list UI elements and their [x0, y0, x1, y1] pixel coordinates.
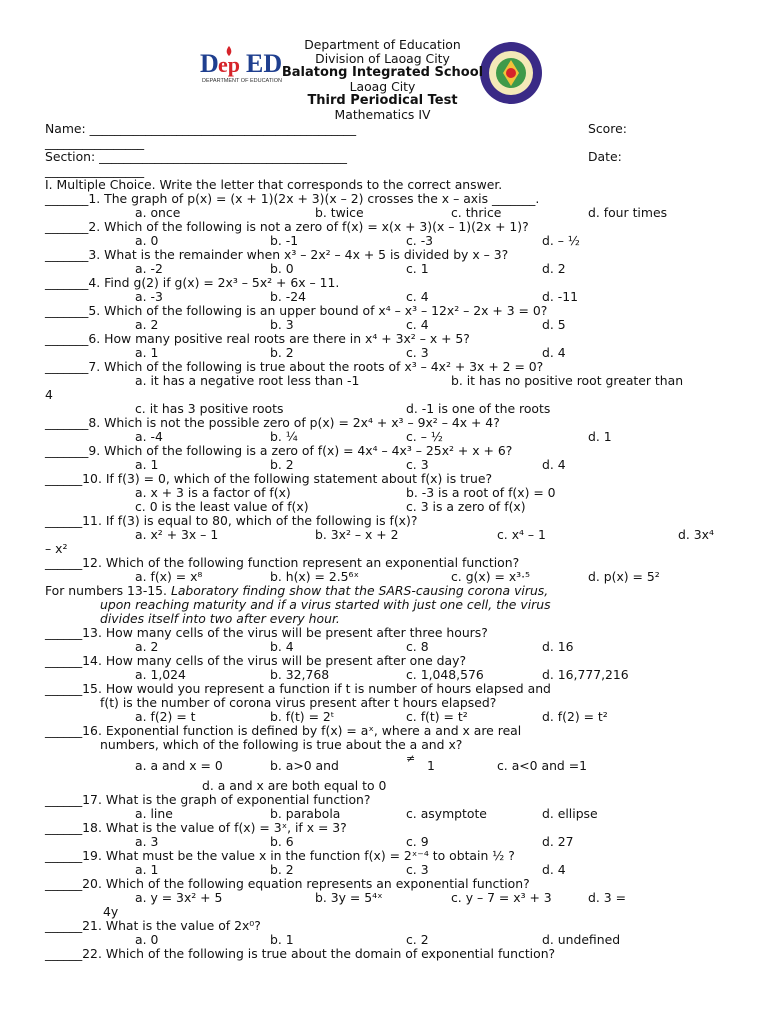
- question-11: ______11. If f(3) is equal to 80, which of the following is f(x)?: [45, 513, 418, 528]
- q19-choice-c: c. 3: [406, 862, 429, 877]
- q18-choice-d: d. 27: [542, 834, 574, 849]
- q2-choice-d: d. – ½: [542, 233, 580, 248]
- question-6: _______6. How many positive real roots are there in x⁴ + 3x² – x + 5?: [45, 331, 470, 346]
- section-field[interactable]: Section: ________________________________________: [45, 149, 347, 164]
- q20-choice-b: b. 3y = 5⁴ˣ: [315, 890, 383, 905]
- q15-choice-c: c. f(t) = t²: [406, 709, 468, 724]
- q8-choice-a: a. -4: [135, 429, 163, 444]
- q17-choice-a: a. line: [135, 806, 173, 821]
- q13-choice-b: b. 4: [270, 639, 294, 654]
- q6-choice-c: c. 3: [406, 345, 429, 360]
- q18-choice-a: a. 3: [135, 834, 159, 849]
- score-line[interactable]: ________________: [45, 135, 145, 150]
- q13-choice-a: a. 2: [135, 639, 159, 654]
- q7-choice-d: d. -1 is one of the roots: [406, 401, 551, 416]
- q1-choice-b: b. twice: [315, 205, 364, 220]
- q12-choice-c: c. g(x) = x³·⁵: [451, 569, 531, 584]
- question-12: ______12. Which of the following function represent an exponential function?: [45, 555, 520, 570]
- date-label: Date:: [588, 149, 622, 164]
- q9-choice-d: d. 4: [542, 457, 566, 472]
- q14-choice-a: a. 1,024: [135, 667, 186, 682]
- q4-choice-a: a. -3: [135, 289, 163, 304]
- q20-choice-a: a. y = 3x² + 5: [135, 890, 223, 905]
- q16-choice-c: c. a<0 and =1: [497, 758, 588, 773]
- dept-name: Department of Education: [304, 37, 461, 52]
- q20-choice-d-wrap: 4y: [103, 904, 119, 919]
- q7-choice-c: c. it has 3 positive roots: [135, 401, 284, 416]
- passage-line-3: divides itself into two after every hour.: [100, 611, 340, 626]
- q11-choice-d: d. 3x⁴: [678, 527, 714, 542]
- question-21: ______21. What is the value of 2x⁰?: [45, 918, 261, 933]
- question-9: _______9. Which of the following is a zero of f(x) = 4x⁴ – 4x³ – 25x² + x + 6?: [45, 443, 513, 458]
- q16-choice-b-end: 1: [427, 758, 435, 773]
- question-13: ______13. How many cells of the virus will be present after three hours?: [45, 625, 488, 640]
- q11-choice-d-wrap: – x²: [45, 541, 68, 556]
- q10-choice-b: b. -3 is a root of f(x) = 0: [406, 485, 556, 500]
- school-name: Balatong Integrated School: [281, 65, 484, 80]
- q17-choice-c: c. asymptote: [406, 806, 487, 821]
- subject-name: Mathematics IV: [334, 107, 431, 122]
- q9-choice-c: c. 3: [406, 457, 429, 472]
- q19-choice-a: a. 1: [135, 862, 159, 877]
- q10-choice-d: c. 3 is a zero of f(x): [406, 499, 526, 514]
- question-16-cont: numbers, which of the following is true about the a and x?: [100, 737, 463, 752]
- q4-choice-d: d. -11: [542, 289, 578, 304]
- q10-choice-a: a. x + 3 is a factor of f(x): [135, 485, 291, 500]
- city-name: Laoag City: [349, 79, 416, 94]
- q19-choice-b: b. 2: [270, 862, 294, 877]
- q5-choice-a: a. 2: [135, 317, 159, 332]
- q1-choice-a: a. once: [135, 205, 181, 220]
- q5-choice-c: c. 4: [406, 317, 429, 332]
- q5-choice-b: b. 3: [270, 317, 294, 332]
- q5-choice-d: d. 5: [542, 317, 566, 332]
- q16-choice-d: d. a and x are both equal to 0: [202, 778, 387, 793]
- q21-choice-c: c. 2: [406, 932, 429, 947]
- q7-choice-b: b. it has no positive root greater than: [451, 373, 684, 388]
- q9-choice-b: b. 2: [270, 457, 294, 472]
- q6-choice-d: d. 4: [542, 345, 566, 360]
- q12-choice-b: b. h(x) = 2.5⁶ˣ: [270, 569, 360, 584]
- question-4: _______4. Find g(2) if g(x) = 2x³ – 5x² + 6x – 11.: [45, 275, 340, 290]
- q15-choice-d: d. f(2) = t²: [542, 709, 608, 724]
- q15-choice-a: a. f(2) = t: [135, 709, 196, 724]
- q3-choice-a: a. -2: [135, 261, 163, 276]
- q6-choice-b: b. 2: [270, 345, 294, 360]
- q13-choice-d: d. 16: [542, 639, 574, 654]
- q18-choice-c: c. 9: [406, 834, 429, 849]
- q4-choice-c: c. 4: [406, 289, 429, 304]
- q15-choice-b: b. f(t) = 2ᵗ: [270, 709, 335, 724]
- q19-choice-d: d. 4: [542, 862, 566, 877]
- q7-choice-a: a. it has a negative root less than -1: [135, 373, 360, 388]
- q9-choice-a: a. 1: [135, 457, 159, 472]
- question-14: ______14. How many cells of the virus will be present after one day?: [45, 653, 467, 668]
- svg-text:ep: ep: [218, 52, 240, 77]
- q16-choice-a: a. a and x = 0: [135, 758, 223, 773]
- question-15-cont: f(t) is the number of corona virus present after t hours elapsed?: [100, 695, 497, 710]
- q7-choice-b-wrap: 4: [45, 387, 53, 402]
- q1-choice-d: d. four times: [588, 205, 668, 220]
- q17-choice-b: b. parabola: [270, 806, 341, 821]
- q17-choice-d: d. ellipse: [542, 806, 598, 821]
- svg-text:ED: ED: [246, 49, 283, 78]
- q6-choice-a: a. 1: [135, 345, 159, 360]
- q14-choice-c: c. 1,048,576: [406, 667, 484, 682]
- question-17: ______17. What is the graph of exponential function?: [45, 792, 371, 807]
- question-22: ______22. Which of the following is true about the domain of exponential function?: [45, 946, 556, 961]
- q12-choice-a: a. f(x) = x⁸: [135, 569, 203, 584]
- score-label: Score:: [588, 121, 627, 136]
- q21-choice-b: b. 1: [270, 932, 294, 947]
- passage-line-2: upon reaching maturity and if a virus started with just one cell, the virus: [100, 597, 551, 612]
- q11-choice-b: b. 3x² – x + 2: [315, 527, 399, 542]
- question-8: _______8. Which is not the possible zero of p(x) = 2x⁴ + x³ – 9x² – 4x + 4?: [45, 415, 500, 430]
- q21-choice-a: a. 0: [135, 932, 159, 947]
- passage-line-1: [45, 584, 548, 598]
- q20-choice-d: d. 3 =: [588, 890, 626, 905]
- not-equal-symbol: ≠: [406, 752, 416, 765]
- svg-text:DEPARTMENT OF EDUCATION: DEPARTMENT OF EDUCATION: [202, 78, 282, 84]
- question-1: _______1. The graph of p(x) = (x + 1)(2x + 3)(x – 2) crosses the x – axis _______.: [45, 191, 540, 206]
- q3-choice-d: d. 2: [542, 261, 566, 276]
- q16-choice-b: b. a>0 and: [270, 758, 339, 773]
- q14-choice-b: b. 32,768: [270, 667, 330, 682]
- test-title: Third Periodical Test: [307, 93, 458, 108]
- question-5: _______5. Which of the following is an upper bound of x⁴ – x³ – 12x² – 2x + 3 = 0?: [45, 303, 548, 318]
- passage-lead: For numbers 13-15.: [45, 583, 171, 598]
- q20-choice-c: c. y – 7 = x³ + 3: [451, 890, 552, 905]
- q18-choice-b: b. 6: [270, 834, 294, 849]
- question-18: ______18. What is the value of f(x) = 3ˣ, if x = 3?: [45, 820, 347, 835]
- q10-choice-c: c. 0 is the least value of f(x): [135, 499, 309, 514]
- q3-choice-c: c. 1: [406, 261, 429, 276]
- q2-choice-c: c. -3: [406, 233, 434, 248]
- q8-choice-d: d. 1: [588, 429, 612, 444]
- q4-choice-b: b. -24: [270, 289, 306, 304]
- question-20: ______20. Which of the following equation represents an exponential function?: [45, 876, 530, 891]
- q3-choice-b: b. 0: [270, 261, 294, 276]
- question-7: _______7. Which of the following is true about the roots of x³ – 4x² + 3x + 2 = 0?: [45, 359, 544, 374]
- division-name: Division of Laoag City: [315, 51, 450, 66]
- instructions: I. Multiple Choice. Write the letter that corresponds to the correct answer.: [45, 177, 503, 192]
- q12-choice-d: d. p(x) = 5²: [588, 569, 660, 584]
- question-16: ______16. Exponential function is defined by f(x) = aˣ, where a and x are real: [45, 723, 522, 738]
- svg-text:D: D: [200, 49, 219, 78]
- q11-choice-c: c. x⁴ – 1: [497, 527, 546, 542]
- question-15: ______15. How would you represent a function if t is number of hours elapsed and: [45, 681, 551, 696]
- question-3: _______3. What is the remainder when x³ – 2x² – 4x + 5 is divided by x – 3?: [45, 247, 509, 262]
- q1-choice-c: c. thrice: [451, 205, 502, 220]
- q2-choice-a: a. 0: [135, 233, 159, 248]
- q11-choice-a: a. x² + 3x – 1: [135, 527, 219, 542]
- question-10: ______10. If f(3) = 0, which of the following statement about f(x) is true?: [45, 471, 493, 486]
- q14-choice-d: d. 16,777,216: [542, 667, 629, 682]
- name-field[interactable]: Name: ___________________________________________: [45, 121, 357, 136]
- q2-choice-b: b. -1: [270, 233, 299, 248]
- q8-choice-b: b. ¼: [270, 429, 298, 444]
- question-2: _______2. Which of the following is not a zero of f(x) = x(x + 3)(x – 1)(2x + 1)?: [45, 219, 529, 234]
- date-line[interactable]: ________________: [45, 163, 145, 178]
- q8-choice-c: c. – ½: [406, 429, 443, 444]
- q21-choice-d: d. undefined: [542, 932, 621, 947]
- question-19: ______19. What must be the value x in the function f(x) = 2ˣ⁻⁴ to obtain ½ ?: [45, 848, 515, 863]
- passage-text-1: Laboratory finding show that the SARS-causing corona virus,: [170, 583, 549, 598]
- q13-choice-c: c. 8: [406, 639, 429, 654]
